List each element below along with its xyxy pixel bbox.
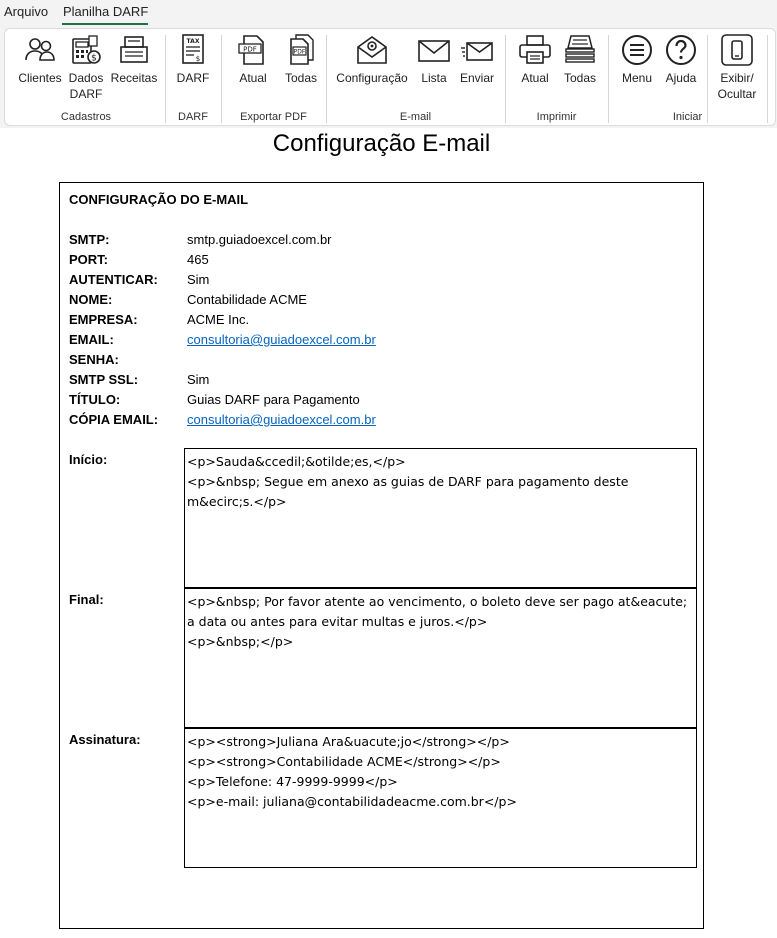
imprimir-todas-button[interactable] [559, 33, 601, 86]
ribbon-separator [505, 35, 506, 123]
smtp-ssl-label: SMTP SSL: [69, 372, 139, 387]
register-icon [117, 33, 151, 67]
enviar-email-button[interactable] [457, 33, 497, 86]
assinatura-line: <p><strong>Juliana Ara&uacute;jo</strong></p> [187, 734, 510, 749]
configuracao-email-button[interactable] [333, 33, 411, 86]
autenticar-value[interactable]: Sim [187, 272, 210, 287]
lista-email-button[interactable] [415, 33, 453, 86]
pdf-atual-button[interactable] [233, 33, 273, 86]
tab-planilha-darf[interactable]: Planilha DARF [63, 4, 149, 19]
email-settings-icon [355, 33, 389, 67]
senha-value[interactable] [187, 352, 487, 368]
email-label: EMAIL: [69, 332, 114, 347]
exibir-ocultar-button[interactable] [713, 33, 761, 102]
ribbon-separator [165, 35, 166, 123]
ajuda-label: Ajuda [665, 71, 697, 85]
autenticar-label: AUTENTICAR: [69, 272, 158, 287]
users-icon [23, 33, 57, 67]
svg-text:$: $ [195, 55, 201, 63]
ribbon-separator [767, 35, 768, 123]
paper-stack-icon [563, 33, 597, 67]
help-icon [664, 33, 698, 67]
dados-darf-label-1: Dados [68, 71, 104, 85]
section-title: CONFIGURAÇÃO DO E-MAIL [69, 192, 249, 207]
send-mail-icon [460, 33, 494, 67]
titulo-value[interactable]: Guias DARF para Pagamento [187, 392, 360, 407]
ajuda-button[interactable] [661, 33, 701, 86]
inicio-label: Início: [69, 452, 108, 467]
mobile-device-icon [720, 33, 754, 67]
menu-label: Menu [621, 71, 653, 85]
port-label: PORT: [69, 252, 108, 267]
pdf-atual-label: Atual [239, 71, 267, 85]
email-link[interactable]: consultoria@guiadoexcel.com.br [187, 332, 376, 347]
exibir-label-2: Ocultar [717, 87, 757, 101]
page-title: Configuração E-mail [272, 130, 491, 157]
titulo-label: TÍTULO: [69, 392, 121, 407]
ribbon-separator [608, 35, 609, 123]
pdf-todas-button[interactable] [279, 33, 323, 86]
darf-button[interactable] [173, 33, 213, 86]
port-value[interactable]: 465 [187, 252, 209, 267]
copia-email-link[interactable]: consultoria@guiadoexcel.com.br [187, 412, 376, 427]
empresa-value[interactable]: ACME Inc. [187, 312, 250, 327]
empresa-label: EMPRESA: [69, 312, 138, 327]
clientes-label: Clientes [18, 71, 62, 85]
inicio-line: <p>&nbsp; Segue em anexo as guias de DARF para pagamento deste m&ecirc;s.</p> [187, 474, 629, 509]
senha-label: SENHA: [69, 352, 119, 367]
ribbon-separator [707, 35, 708, 123]
copia-email-label: CÓPIA EMAIL: [69, 412, 159, 427]
final-line: <p>&nbsp; Por favor atente ao vencimento, o boleto deve ser pago at&eacute; a data ou antes para evitar multas e juros.</p> [187, 594, 688, 629]
assinatura-label: Assinatura: [69, 732, 141, 747]
printer-icon [518, 33, 552, 67]
receitas-button[interactable] [109, 33, 159, 86]
final-textbox[interactable] [184, 588, 697, 728]
pdf-file-icon [236, 33, 270, 67]
menu-button[interactable] [617, 33, 657, 86]
group-label-cadastros: Cadastros [60, 111, 112, 123]
inicio-textbox[interactable] [184, 448, 697, 588]
svg-text:$: $ [91, 53, 97, 64]
final-line: <p>&nbsp;</p> [187, 634, 294, 649]
dados-darf-button[interactable] [67, 33, 105, 102]
group-label-darf: DARF [178, 111, 208, 123]
configuracao-label: Configuração [336, 71, 408, 85]
nome-value[interactable]: Contabilidade ACME [187, 292, 307, 307]
calculator-money-icon [69, 33, 103, 67]
imprimir-atual-button[interactable] [515, 33, 555, 86]
smtp-label: SMTP: [69, 232, 110, 247]
inicio-line: <p>Sauda&ccedil;&otilde;es,</p> [187, 454, 406, 469]
menu-icon [620, 33, 654, 67]
ribbon-tab-bar [0, 0, 777, 26]
darf-label: DARF [176, 71, 210, 85]
imprimir-atual-label: Atual [521, 71, 549, 85]
dados-darf-label-2: DARF [69, 87, 103, 101]
imprimir-todas-label: Todas [563, 71, 597, 85]
assinatura-line: <p>Telefone: 47-9999-9999</p> [187, 774, 398, 789]
pdf-files-icon [284, 33, 318, 67]
group-label-exportar-pdf: Exportar PDF [240, 111, 307, 123]
clientes-button[interactable] [17, 33, 63, 86]
lista-label: Lista [421, 71, 447, 85]
svg-text:TAX: TAX [186, 38, 200, 45]
group-label-email: E-mail [399, 111, 432, 123]
active-tab-indicator [62, 23, 148, 25]
group-label-imprimir: Imprimir [536, 111, 577, 123]
tab-arquivo[interactable]: Arquivo [4, 4, 49, 19]
final-label: Final: [69, 592, 104, 607]
smtp-ssl-value[interactable]: Sim [187, 372, 210, 387]
nome-label: NOME: [69, 292, 113, 307]
exibir-label-1: Exibir/ [720, 71, 754, 85]
svg-text:PDF: PDF [243, 45, 257, 54]
svg-text:PDF: PDF [293, 48, 306, 56]
ribbon-separator [221, 35, 222, 123]
smtp-value[interactable]: smtp.guiadoexcel.com.br [187, 232, 332, 247]
assinatura-line: <p>e-mail: juliana@contabilidadeacme.com.br</p> [187, 794, 517, 809]
receitas-label: Receitas [110, 71, 158, 85]
enviar-label: Enviar [459, 71, 494, 85]
ribbon-separator [326, 35, 327, 123]
group-label-iniciar: Iniciar [672, 111, 703, 123]
assinatura-textbox[interactable] [184, 728, 697, 868]
ribbon [4, 28, 776, 126]
assinatura-line: <p><strong>Contabilidade ACME</strong></p> [187, 754, 501, 769]
pdf-todas-label: Todas [284, 71, 318, 85]
envelope-icon [417, 33, 451, 67]
tax-document-icon [176, 33, 210, 67]
